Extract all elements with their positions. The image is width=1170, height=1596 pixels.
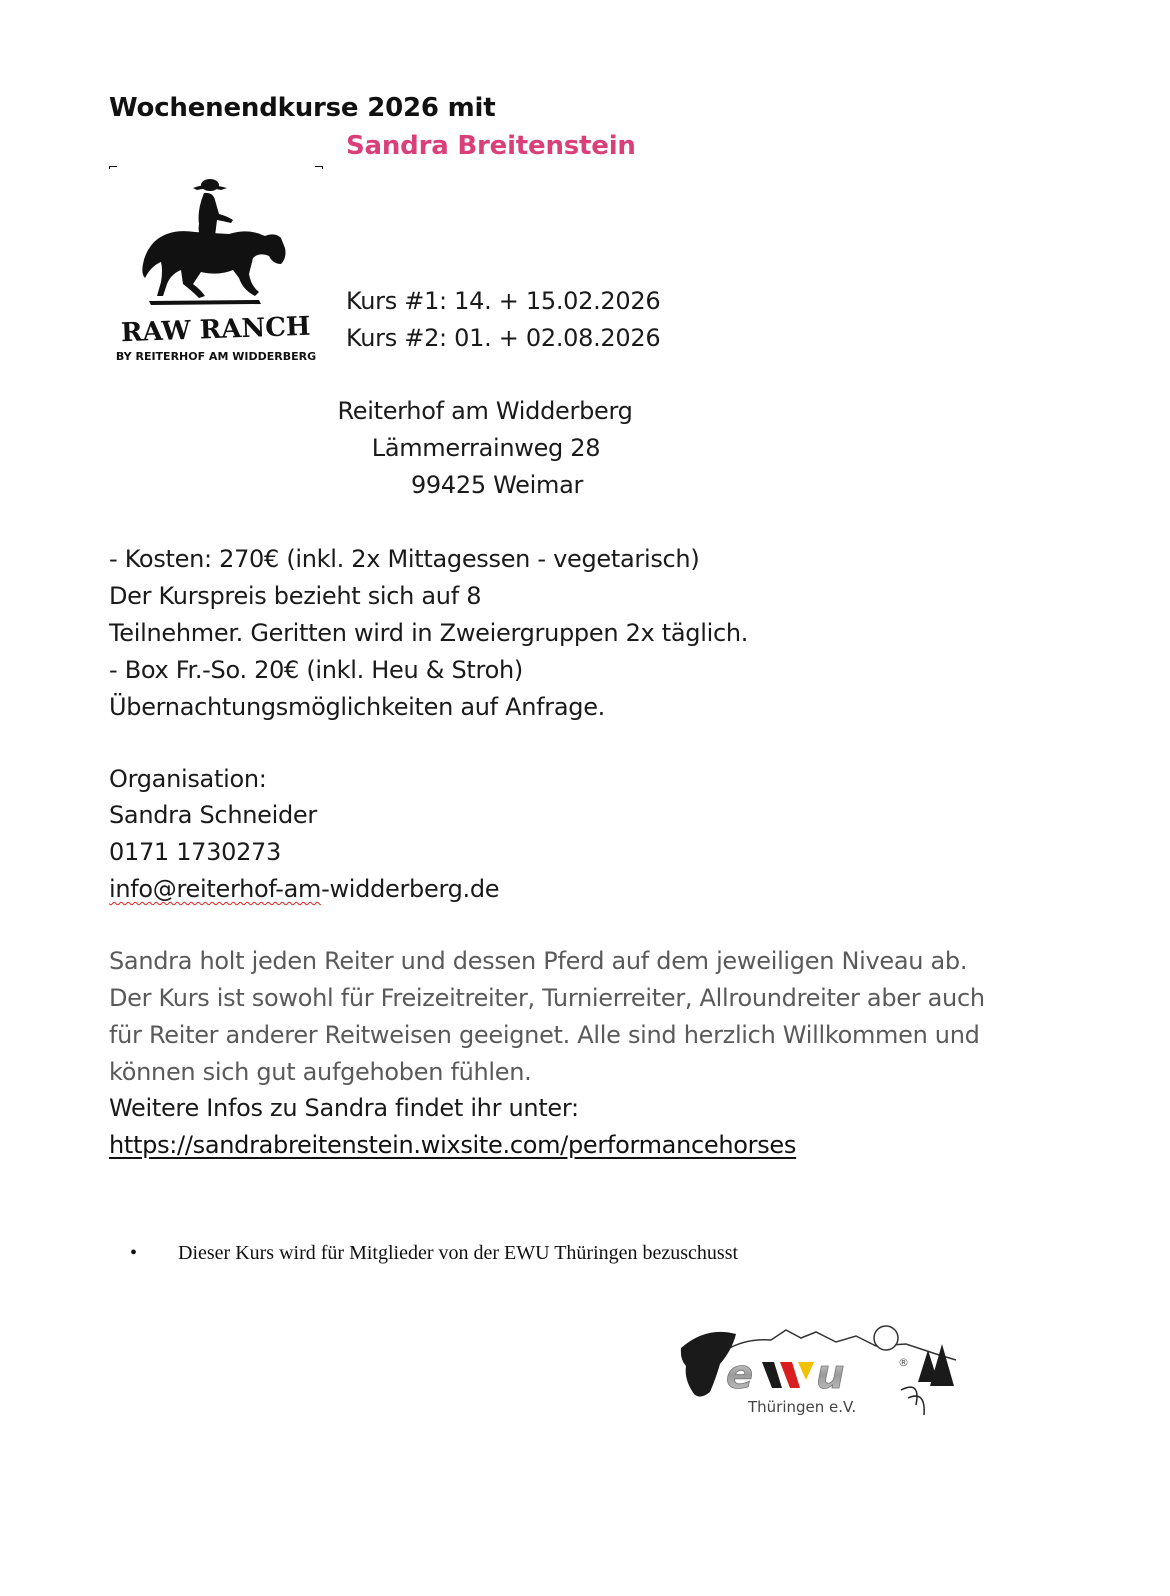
ewu-logo-graphic [676, 1320, 960, 1420]
raw-ranch-wordmark: RAW RANCH [120, 311, 311, 349]
horse-rider-icon [142, 179, 285, 305]
bullet-icon: • [130, 1242, 138, 1264]
detail-price-basis: Der Kurspreis bezieht sich auf 8 [109, 582, 482, 610]
raw-ranch-logo-graphic [109, 166, 323, 371]
instructor-name: Sandra Breitenstein [346, 131, 636, 161]
description-line: können sich gut aufgehoben fühlen. [109, 1058, 532, 1086]
email-rest: -widderberg.de [321, 875, 500, 903]
raw-ranch-logo [109, 166, 323, 371]
more-info [109, 1090, 796, 1164]
organiser-name: Sandra Schneider [109, 801, 317, 829]
course-dates [346, 283, 660, 357]
course-date-1: Kurs #1: 14. + 15.02.2026 [346, 287, 661, 315]
subsidy-note [130, 1242, 738, 1265]
raw-ranch-tagline: BY REITERHOF AM WIDDERBERG [115, 350, 317, 363]
ewu-thueringen-logo [676, 1320, 960, 1420]
detail-participants: Teilnehmer. Geritten wird in Zweiergruppen 2x täglich. [109, 619, 749, 647]
registered-mark: ® [898, 1356, 909, 1369]
detail-accommodation: Übernachtungsmöglichkeiten auf Anfrage. [109, 693, 606, 721]
instructor-website-link[interactable]: https://sandrabreitenstein.wixsite.com/performancehorses [109, 1131, 797, 1159]
email-misspelled-part: info@reiterhof-am [109, 875, 322, 903]
detail-box: - Box Fr.-So. 20€ (inkl. Heu & Stroh) [109, 656, 523, 684]
description-line: Der Kurs ist sowohl für Freizeitreiter, Turnierreiter, Allroundreiter aber auch [109, 984, 985, 1012]
venue-city: 99425 Weimar [410, 471, 584, 499]
organiser-phone[interactable]: 0171 1730273 [109, 838, 281, 866]
course-date-2: Kurs #2: 01. + 02.08.2026 [346, 324, 661, 352]
venue-address [0, 393, 990, 504]
sun-icon [874, 1326, 898, 1350]
page-title: Wochenendkurse 2026 mit [109, 93, 496, 123]
subsidy-note-text: Dieser Kurs wird für Mitglieder von der EWU Thüringen bezuschusst [178, 1242, 739, 1264]
svg-text:u: u [816, 1352, 845, 1398]
road-icon [901, 1387, 924, 1415]
course-details [109, 541, 748, 726]
venue-street: Lämmerrainweg 28 [371, 434, 601, 462]
organisation-contact [109, 797, 499, 908]
organiser-email[interactable] [109, 871, 499, 908]
venue-name: Reiterhof am Widderberg [337, 397, 633, 425]
detail-cost: - Kosten: 270€ (inkl. 2x Mittagessen - vegetarisch) [109, 545, 700, 573]
more-info-label: Weitere Infos zu Sandra findet ihr unter: [109, 1094, 579, 1122]
ewu-region-label: Thüringen e.V. [748, 1398, 857, 1416]
svg-text:e: e [726, 1352, 754, 1398]
description-line: Sandra holt jeden Reiter und dessen Pferd auf dem jeweiligen Niveau ab. [109, 947, 968, 975]
organisation-label: Organisation: [109, 765, 267, 793]
description-line: für Reiter anderer Reitweisen geeignet. Alle sind herzlich Willkommen und [109, 1021, 980, 1049]
course-description [109, 943, 985, 1091]
